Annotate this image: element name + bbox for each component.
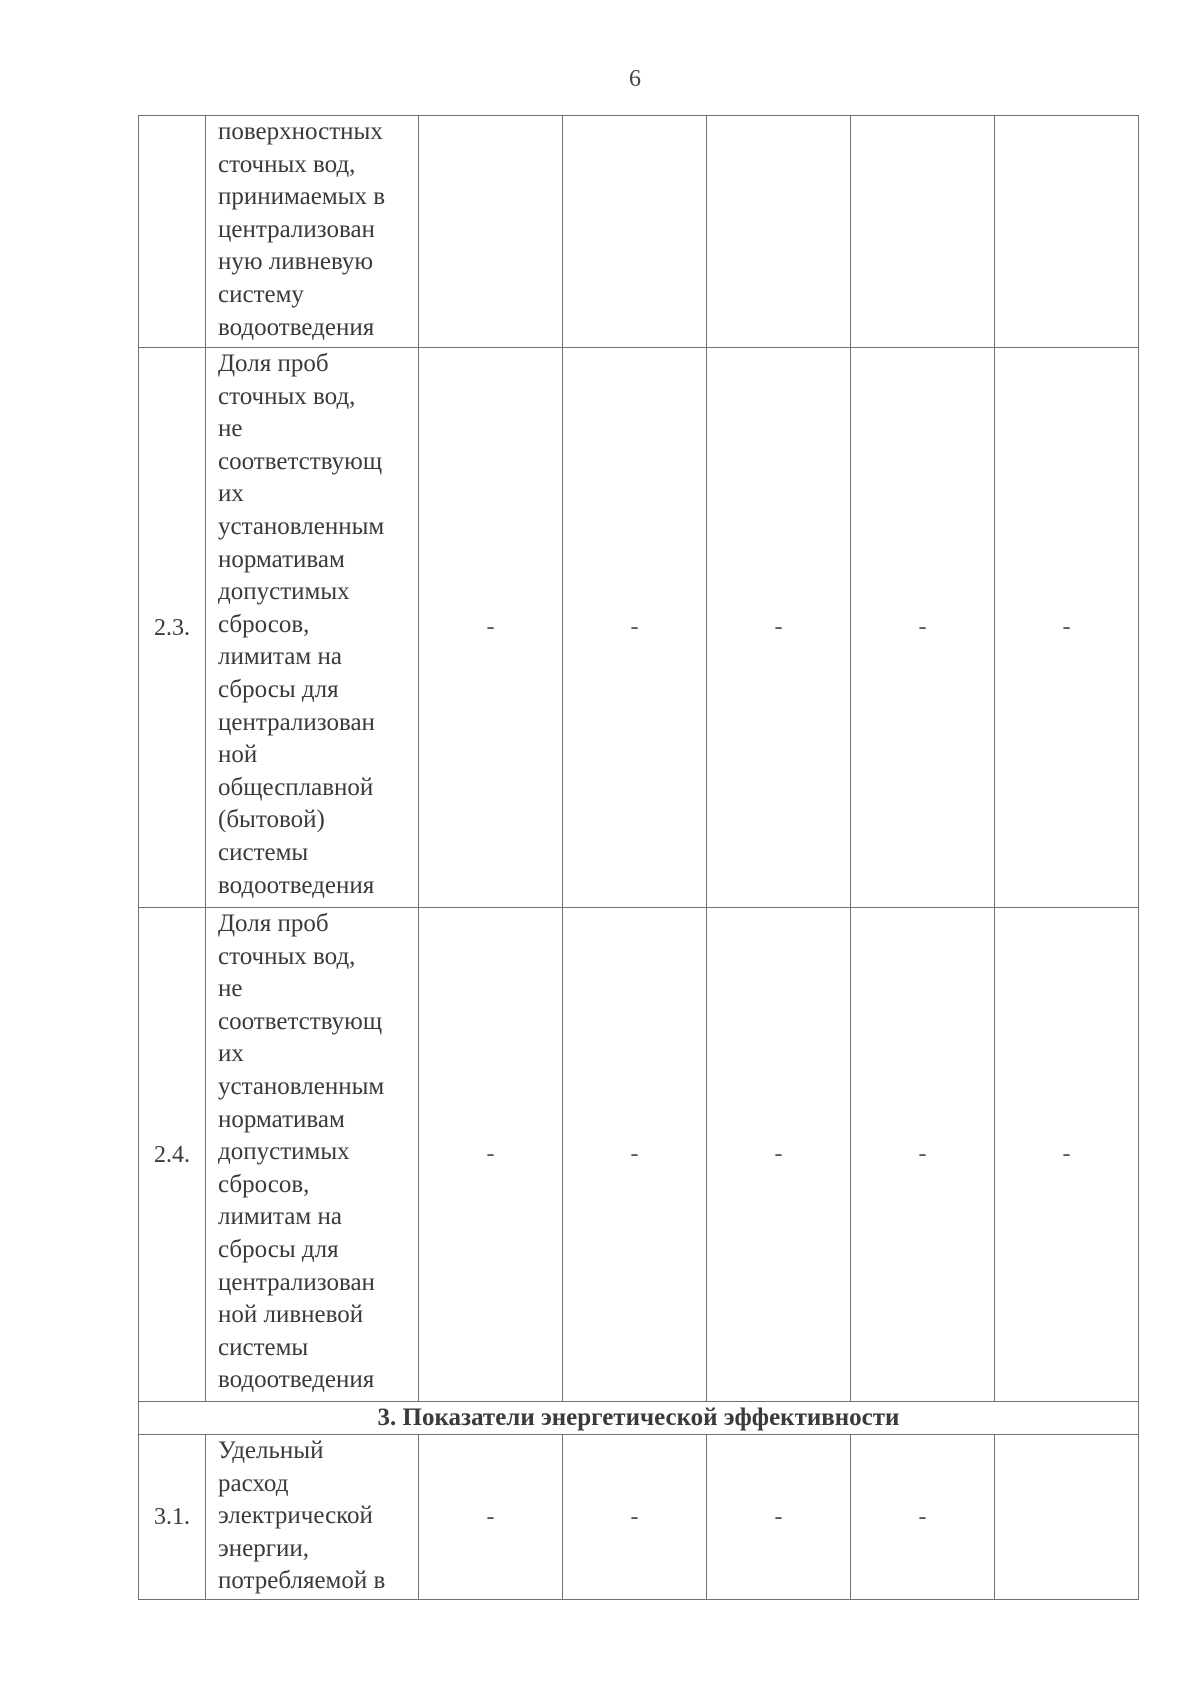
value-cell bbox=[851, 116, 995, 348]
table-row bbox=[139, 908, 1139, 1402]
table-row bbox=[139, 348, 1139, 908]
value-cell: - bbox=[707, 908, 851, 1402]
value-cell: - bbox=[563, 908, 707, 1402]
value-cell: - bbox=[995, 348, 1139, 908]
value-cell bbox=[995, 1435, 1139, 1600]
row-number bbox=[139, 116, 206, 348]
indicator-name: Доля проб сточных вод, не соответствующ их установленным нормативам допустимых сбросов, лимитам на сбросы для централизован ной ливневой системы водоотведения bbox=[206, 908, 419, 1402]
value-cell: - bbox=[851, 348, 995, 908]
row-number: 2.3. bbox=[139, 348, 206, 908]
table-row bbox=[139, 116, 1139, 348]
value-cell: - bbox=[851, 1435, 995, 1600]
value-cell: - bbox=[707, 1435, 851, 1600]
table-row bbox=[139, 1435, 1139, 1600]
value-cell bbox=[995, 116, 1139, 348]
value-cell: - bbox=[419, 1435, 563, 1600]
value-cell: - bbox=[563, 1435, 707, 1600]
value-cell: - bbox=[851, 908, 995, 1402]
value-cell bbox=[419, 116, 563, 348]
row-number: 2.4. bbox=[139, 908, 206, 1402]
value-cell: - bbox=[419, 348, 563, 908]
value-cell: - bbox=[707, 348, 851, 908]
value-cell: - bbox=[419, 908, 563, 1402]
value-cell bbox=[707, 116, 851, 348]
section-header-row bbox=[139, 1402, 1139, 1435]
value-cell: - bbox=[563, 348, 707, 908]
indicators-table bbox=[138, 115, 1139, 1600]
page-number: 6 bbox=[629, 66, 641, 92]
value-cell: - bbox=[995, 908, 1139, 1402]
value-cell bbox=[563, 116, 707, 348]
section-title: 3. Показатели энергетической эффективности bbox=[139, 1402, 1139, 1435]
indicator-name: Удельный расход электрической энергии, потребляемой в bbox=[206, 1435, 419, 1600]
indicator-name: Доля проб сточных вод, не соответствующ их установленным нормативам допустимых сбросов, лимитам на сбросы для централизован ной общесплавной (бытовой) системы водоотведения bbox=[206, 348, 419, 908]
row-number: 3.1. bbox=[139, 1435, 206, 1600]
indicator-name: поверхностных сточных вод, принимаемых в централизован ную ливневую систему водоотведения bbox=[206, 116, 419, 348]
